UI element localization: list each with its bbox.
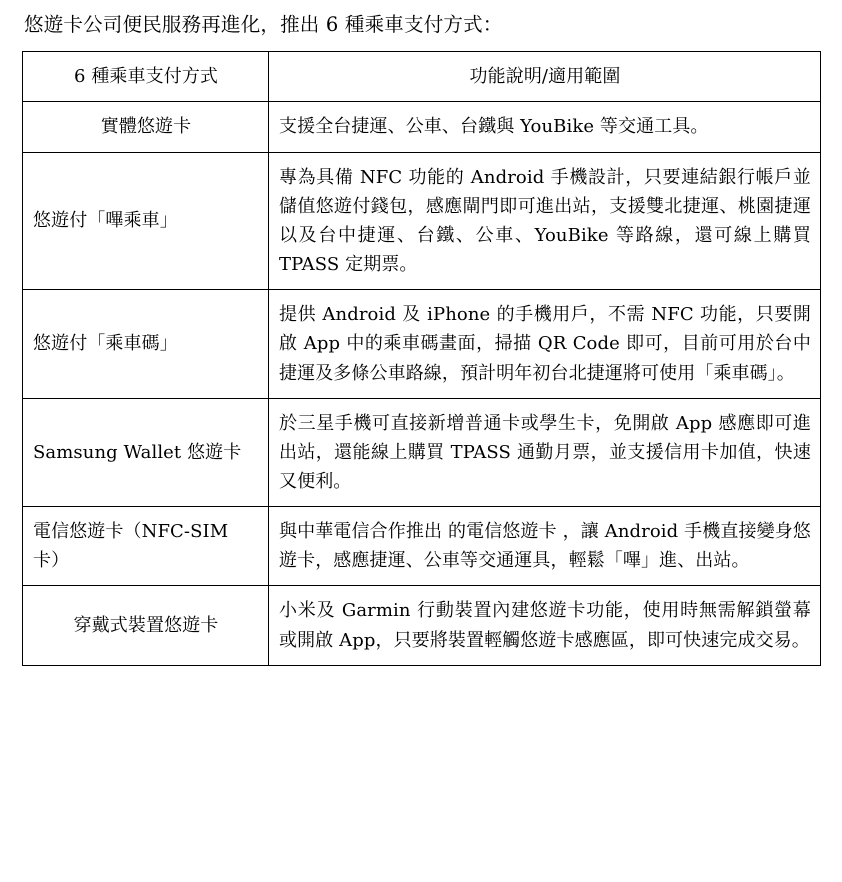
payment-methods-table <box>22 51 821 666</box>
method-description: 支援全台捷運、公車、台鐵與 YouBike 等交通工具。 <box>269 102 821 152</box>
method-description: 小米及 Garmin 行動裝置內建悠遊卡功能，使用時無需解鎖螢幕或開啟 App，只要將裝置輕觸悠遊卡感應區，即可快速完成交易。 <box>269 586 821 665</box>
method-description: 於三星手機可直接新增普通卡或學生卡，免開啟 App 感應即可進出站，還能線上購買 TPASS 通勤月票，並支援信用卡加值，快速又便利。 <box>269 398 821 506</box>
table-row <box>23 152 821 290</box>
table-row <box>23 398 821 506</box>
header-cell-method: 6 種乘車支付方式 <box>23 52 269 102</box>
table-row <box>23 507 821 586</box>
table-body <box>23 52 821 666</box>
method-name: 實體悠遊卡 <box>23 102 269 152</box>
method-name: 電信悠遊卡（NFC-SIM 卡） <box>23 507 269 586</box>
method-description: 與中華電信合作推出 的電信悠遊卡 ，讓 Android 手機直接變身悠遊卡，感應捷運、公車等交通運具，輕鬆「嗶」進、出站。 <box>269 507 821 586</box>
intro-paragraph: 悠遊卡公司便民服務再進化，推出 6 種乘車支付方式： <box>24 13 503 36</box>
method-description: 專為具備 NFC 功能的 Android 手機設計，只要連結銀行帳戶並儲值悠遊付錢包，感應閘門即可進出站，支援雙北捷運、桃園捷運以及台中捷運、台鐵、公車、YouBike 等路線，還可線上購買 TPASS 定期票。 <box>269 152 821 290</box>
method-name: 悠遊付「乘車碼」 <box>23 290 269 398</box>
table-header-row <box>23 52 821 102</box>
table-row <box>23 586 821 665</box>
method-name: 悠遊付「嗶乘車」 <box>23 152 269 290</box>
method-description: 提供 Android 及 iPhone 的手機用戶，不需 NFC 功能，只要開啟 App 中的乘車碼畫面，掃描 QR Code 即可，目前可用於台中捷運及多條公車路線，預計明年初台北捷運將可使用「乘車碼」。 <box>269 290 821 398</box>
method-name: Samsung Wallet 悠遊卡 <box>23 398 269 506</box>
table-row <box>23 290 821 398</box>
header-cell-description: 功能說明/適用範圍 <box>269 52 821 102</box>
method-name: 穿戴式裝置悠遊卡 <box>23 586 269 665</box>
table-row <box>23 102 821 152</box>
